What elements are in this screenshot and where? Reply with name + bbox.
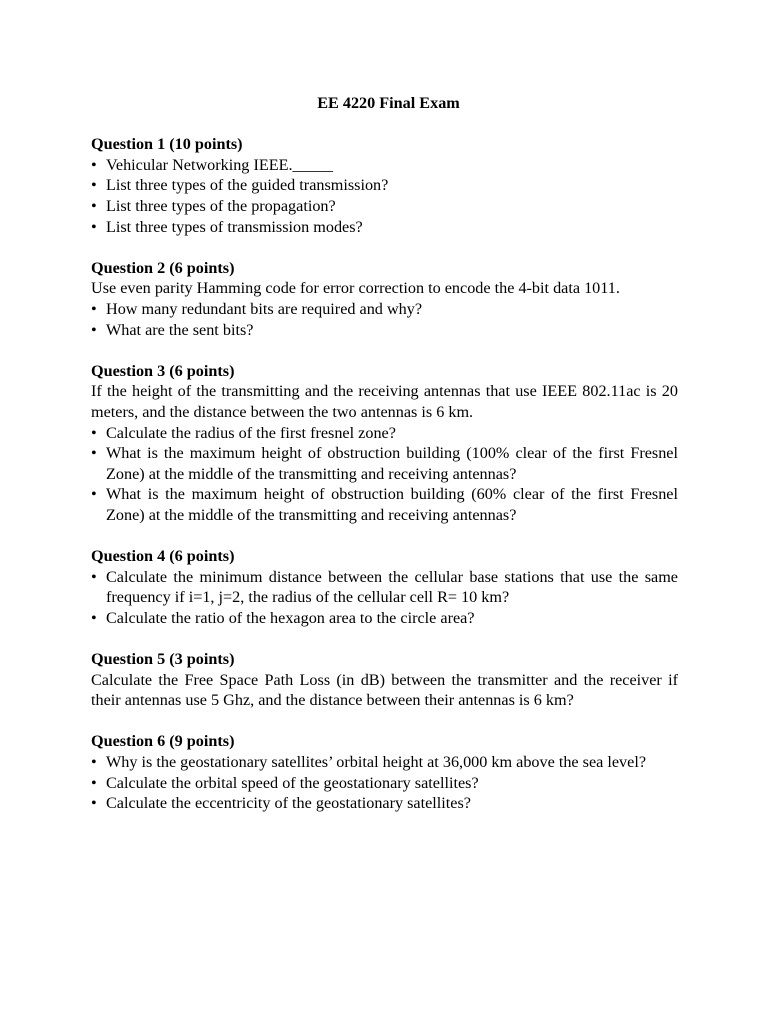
exam-title: EE 4220 Final Exam [317, 94, 460, 112]
bullet-list [91, 155, 678, 237]
list-item [91, 299, 678, 320]
question-intro: If the height of the transmitting and the receiving antennas that use IEEE 802.11ac is 20 meters, and the distance between the two antennas is 6 km. [91, 382, 678, 421]
question-3 [91, 361, 678, 526]
question-heading: Question 4 (6 points) [91, 547, 235, 566]
list-item-text: List three types of transmission modes? [106, 217, 363, 236]
list-item-text: Calculate the orbital speed of the geostationary satellites? [106, 773, 479, 792]
list-item-text: Calculate the ratio of the hexagon area to the circle area? [106, 608, 475, 627]
list-item [91, 320, 678, 341]
list-item [91, 608, 678, 629]
bullet-icon: • [91, 299, 97, 318]
bullet-list [91, 752, 678, 814]
list-item-text: What are the sent bits? [106, 320, 254, 339]
bullet-icon: • [91, 485, 97, 504]
list-item [91, 793, 678, 814]
question-4 [91, 546, 678, 628]
question-heading: Question 3 (6 points) [91, 361, 235, 380]
question-5 [91, 649, 678, 711]
bullet-list [91, 567, 678, 629]
list-item [91, 196, 678, 217]
list-item-text: Vehicular Networking IEEE._____ [106, 155, 334, 174]
list-item [91, 217, 678, 238]
bullet-icon: • [91, 773, 97, 792]
bullet-icon: • [91, 176, 97, 195]
list-item-text: How many redundant bits are required and why? [106, 299, 423, 318]
list-item-text: Calculate the eccentricity of the geostationary satellites? [106, 794, 471, 813]
bullet-icon: • [91, 608, 97, 627]
bullet-icon: • [91, 217, 97, 236]
question-2 [91, 258, 678, 340]
list-item-text: List three types of the propagation? [106, 196, 336, 215]
question-1 [91, 134, 678, 237]
bullet-list [91, 423, 678, 526]
list-item-text: List three types of the guided transmission? [106, 176, 389, 195]
list-item [91, 443, 678, 484]
list-item-text: Why is the geostationary satellites’ orbital height at 36,000 km above the sea level? [106, 753, 647, 771]
question-heading: Question 2 (6 points) [91, 258, 235, 277]
list-item-text: What is the maximum height of obstruction building (60% clear of the first Fresnel Zone) at the middle of the transmitting and receiving antennas? [106, 485, 678, 524]
list-item [91, 155, 678, 176]
list-item-text: Calculate the radius of the first fresnel zone? [106, 423, 396, 442]
list-item [91, 567, 678, 608]
list-item [91, 423, 678, 444]
question-heading: Question 5 (3 points) [91, 650, 235, 669]
bullet-icon: • [91, 794, 97, 813]
exam-content [91, 93, 678, 834]
bullet-icon: • [91, 444, 97, 463]
list-item-text: Calculate the minimum distance between the cellular base stations that use the same frequency if i=1, j=2, the radius of the cellular cell R= 10 km? [106, 567, 678, 607]
bullet-list [91, 299, 678, 340]
list-item [91, 752, 678, 773]
question-6 [91, 731, 678, 813]
bullet-icon: • [91, 196, 97, 215]
bullet-icon: • [91, 423, 97, 442]
bullet-icon: • [91, 155, 97, 174]
list-item [91, 175, 678, 196]
question-heading: Question 6 (9 points) [91, 732, 235, 751]
bullet-icon: • [91, 753, 97, 771]
question-intro: Calculate the Free Space Path Loss (in dB) between the transmitter and the receiver if their antennas use 5 Ghz, and the distance between their antennas is 6 km? [91, 670, 678, 710]
question-intro: Use even parity Hamming code for error correction to encode the 4-bit data 1011. [91, 279, 620, 298]
bullet-icon: • [91, 320, 97, 339]
question-heading: Question 1 (10 points) [91, 135, 243, 154]
list-item-text: What is the maximum height of obstruction building (100% clear of the first Fresnel Zone) at the middle of the transmitting and receiving antennas? [106, 444, 678, 483]
list-item [91, 773, 678, 794]
list-item [91, 484, 678, 525]
question-list [91, 134, 678, 814]
bullet-icon: • [91, 567, 97, 586]
